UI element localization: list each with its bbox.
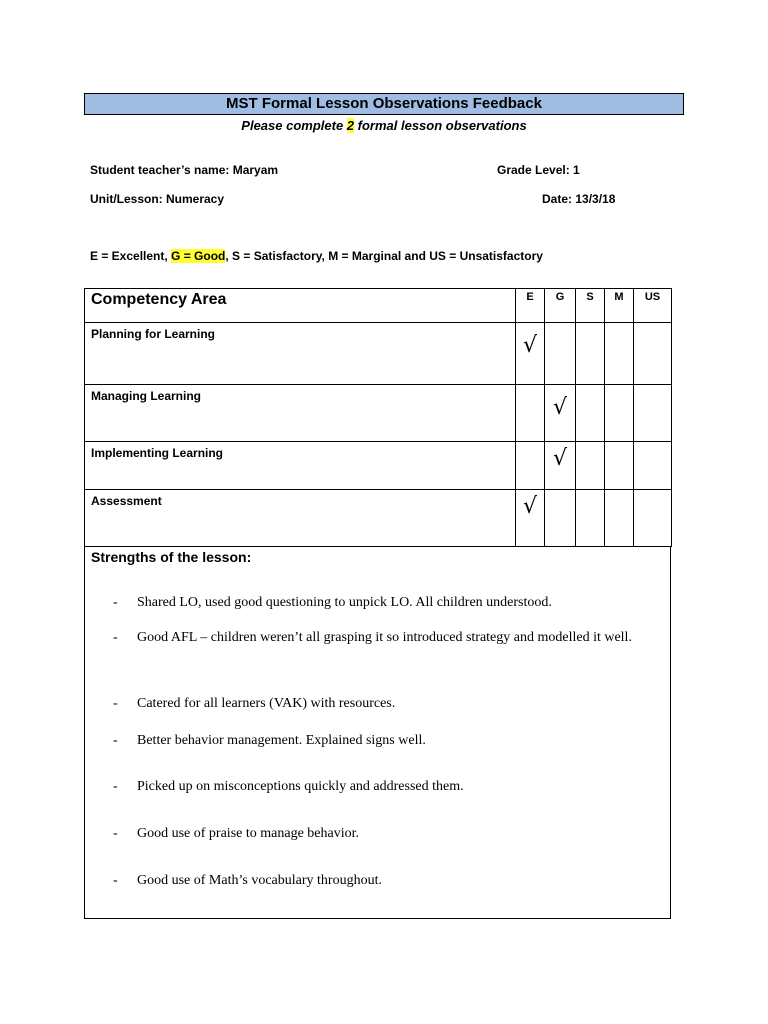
cell-e bbox=[516, 442, 545, 490]
check-mark: √ bbox=[552, 395, 568, 420]
rating-legend bbox=[90, 249, 543, 263]
subtitle-prefix: Please complete bbox=[241, 118, 347, 133]
header-col-us: US bbox=[634, 289, 672, 323]
cell-g bbox=[545, 442, 576, 490]
bullet-dash: - bbox=[113, 826, 118, 841]
table-row bbox=[85, 385, 672, 442]
strength-text: Catered for all learners (VAK) with resources. bbox=[137, 696, 396, 711]
list-item bbox=[107, 732, 647, 750]
cell-g bbox=[545, 385, 576, 442]
check-mark: √ bbox=[552, 446, 568, 471]
table-row bbox=[85, 323, 672, 385]
cell-s bbox=[576, 385, 605, 442]
list-item bbox=[107, 695, 647, 713]
header-col-e: E bbox=[516, 289, 545, 323]
row-label-managing: Managing Learning bbox=[85, 385, 516, 442]
cell-us bbox=[634, 323, 672, 385]
cell-m bbox=[605, 323, 634, 385]
table-row bbox=[85, 490, 672, 547]
competency-table bbox=[84, 288, 672, 547]
table-header-row bbox=[85, 289, 672, 323]
bullet-dash: - bbox=[113, 779, 118, 794]
form-subtitle bbox=[84, 117, 684, 135]
strength-text: Better behavior management. Explained signs well. bbox=[137, 733, 426, 748]
unit-lesson: Unit/Lesson: Numeracy bbox=[90, 192, 225, 206]
strengths-section bbox=[84, 546, 671, 919]
cell-us bbox=[634, 442, 672, 490]
subtitle-highlight: 2 bbox=[346, 118, 355, 133]
table-row bbox=[85, 442, 672, 490]
subtitle-suffix: formal lesson observations bbox=[354, 118, 527, 133]
form-title-text: MST Formal Lesson Observations Feedback bbox=[226, 95, 542, 112]
legend-suffix: , S = Satisfactory, M = Marginal and US = Unsatisfactory bbox=[225, 249, 543, 263]
bullet-dash: - bbox=[113, 696, 118, 711]
bullet-dash: - bbox=[113, 630, 118, 645]
cell-m bbox=[605, 385, 634, 442]
strength-text: Shared LO, used good questioning to unpick LO. All children understood. bbox=[137, 595, 552, 610]
row-label-implementing: Implementing Learning bbox=[85, 442, 516, 490]
cell-s bbox=[576, 323, 605, 385]
legend-prefix: E = Excellent, bbox=[90, 249, 172, 263]
cell-e bbox=[516, 385, 545, 442]
check-mark: √ bbox=[522, 333, 538, 358]
header-col-s: S bbox=[576, 289, 605, 323]
strength-text: Good use of praise to manage behavior. bbox=[137, 826, 359, 841]
cell-s bbox=[576, 442, 605, 490]
header-col-m: M bbox=[605, 289, 634, 323]
cell-m bbox=[605, 490, 634, 547]
bullet-dash: - bbox=[113, 595, 118, 610]
cell-e bbox=[516, 490, 545, 547]
list-item bbox=[107, 629, 647, 647]
cell-us bbox=[634, 385, 672, 442]
header-competency-area: Competency Area bbox=[85, 289, 516, 323]
strength-text: Picked up on misconceptions quickly and addressed them. bbox=[137, 779, 464, 794]
strength-text: Good use of Math’s vocabulary throughout. bbox=[137, 873, 382, 888]
cell-s bbox=[576, 490, 605, 547]
cell-g bbox=[545, 490, 576, 547]
check-mark: √ bbox=[522, 494, 538, 519]
strengths-title: Strengths of the lesson: bbox=[91, 549, 252, 565]
form-title bbox=[84, 93, 684, 115]
lesson-date: Date: 13/3/18 bbox=[542, 192, 616, 206]
row-label-planning: Planning for Learning bbox=[85, 323, 516, 385]
cell-m bbox=[605, 442, 634, 490]
list-item bbox=[107, 872, 647, 890]
cell-us bbox=[634, 490, 672, 547]
student-name: Student teacher’s name: Maryam bbox=[90, 163, 279, 177]
header-col-g: G bbox=[545, 289, 576, 323]
cell-e bbox=[516, 323, 545, 385]
bullet-dash: - bbox=[113, 873, 118, 888]
legend-highlight: G = Good bbox=[171, 249, 226, 263]
bullet-dash: - bbox=[113, 733, 118, 748]
list-item bbox=[107, 825, 647, 843]
cell-g bbox=[545, 323, 576, 385]
grade-level: Grade Level: 1 bbox=[497, 163, 580, 177]
strength-text: Good AFL – children weren’t all grasping it so introduced strategy and modelled it well. bbox=[137, 630, 632, 645]
list-item bbox=[107, 594, 647, 612]
list-item bbox=[107, 778, 647, 796]
row-label-assessment: Assessment bbox=[85, 490, 516, 547]
